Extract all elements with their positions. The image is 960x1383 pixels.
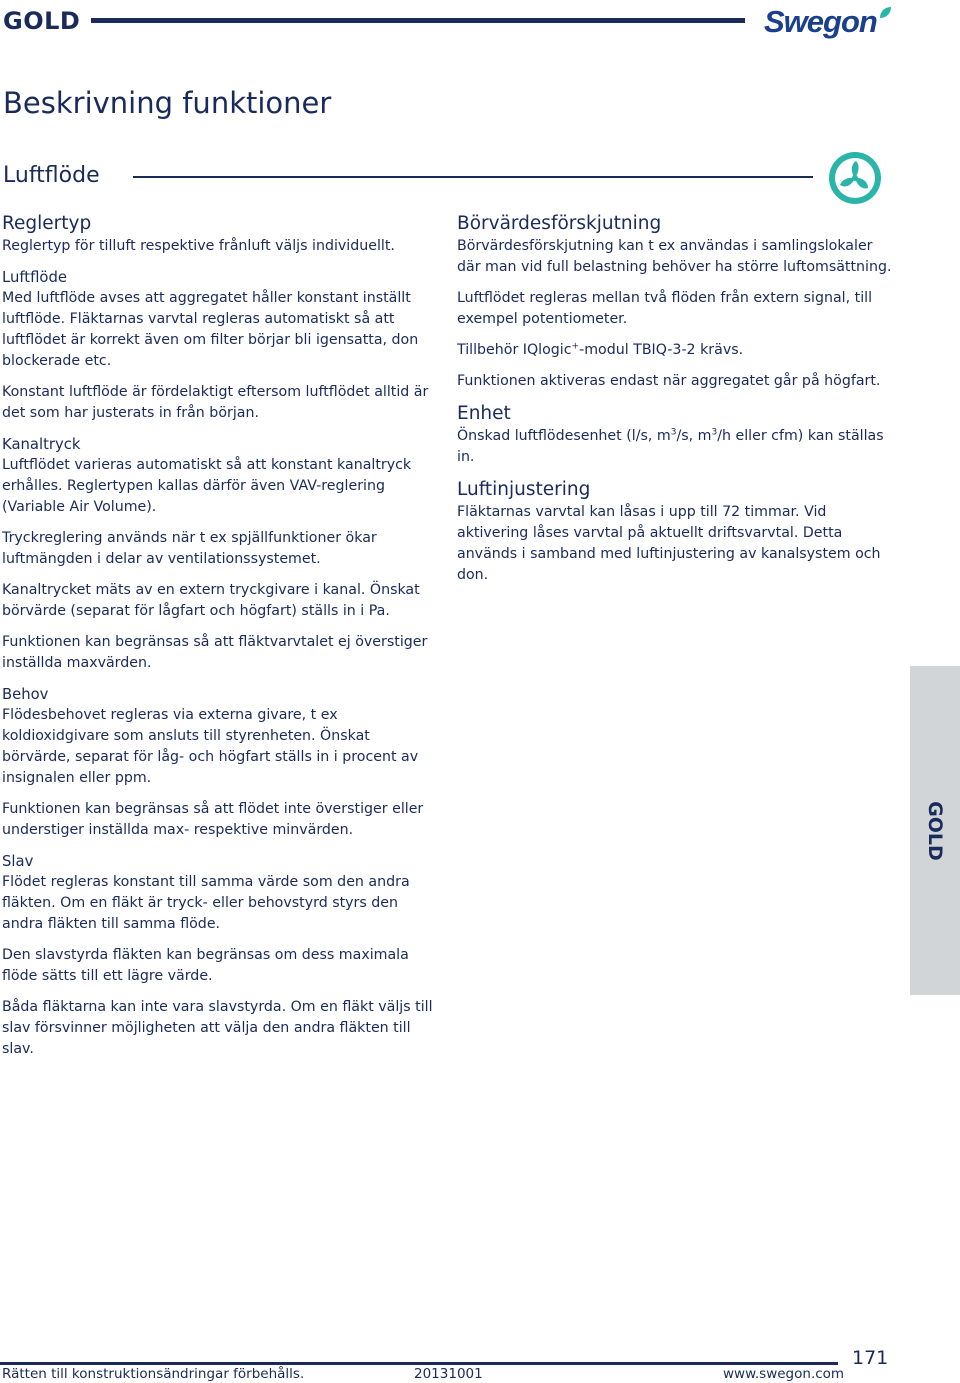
heading-borvardesforskjutning: Börvärdesförskjutning [457, 213, 662, 234]
text-enhet [457, 426, 897, 468]
side-tab [910, 666, 960, 995]
heading-reglertyp: Reglertyp [2, 213, 92, 234]
fan-icon [826, 151, 884, 205]
footer-rule [0, 1362, 838, 1365]
text-borv-4: Funktionen aktiveras endast när aggregatet går på högfart. [457, 373, 881, 389]
text-enhet-a: Önskad luftflödesenhet (l/s, m [457, 428, 671, 444]
text-slav-3: Båda fläktarna kan inte vara slavstyrda. Om en fläkt väljs till slav försvinner möjligheten att välja den andra fläkten till slav. [2, 999, 433, 1057]
right-column [457, 212, 897, 596]
logo-text: Swegon [764, 4, 877, 39]
heading-enhet: Enhet [457, 403, 511, 424]
text-slav-1: Flödet regleras konstant till samma värde som den andra fläkten. Om en fläkt är tryck- eller behovstyrd styrs den andra fläkten till samma flöde. [2, 874, 410, 932]
text-behov-1: Flödesbehovet regleras via externa givare, t ex koldioxidgivare som ansluts till styrenheten. Önskat börvärde, separat för låg- och högfart ställs in i procent av insignalen eller ppm. [2, 707, 419, 786]
heading-kanaltryck: Kanaltryck [2, 436, 81, 453]
logo-leaf-icon [878, 6, 892, 20]
footer-disclaimer: Rätten till konstruktionsändringar förbehålls. [2, 1366, 305, 1382]
text-enhet-c: /h eller cfm) kan ställas in. [457, 428, 884, 465]
text-enhet-sup2: 3 [711, 427, 718, 438]
text-luftinjustering: Fläktarnas varvtal kan låsas i upp till 72 timmar. Vid aktivering låses varvtal på aktuellt driftsvarvtal. Detta används i samband med luftinjustering av kanalsystem och don. [457, 504, 881, 583]
left-column [2, 212, 442, 1070]
text-borv-3-sup: + [571, 341, 580, 352]
page-number: 171 [852, 1347, 889, 1369]
text-behov-2: Funktionen kan begränsas så att flödet inte överstiger eller understiger inställda max- respektive minvärden. [2, 801, 424, 838]
text-enhet-b: /s, m [676, 428, 712, 444]
text-kanaltryck-3: Kanaltrycket mäts av en extern tryckgivare i kanal. Önskat börvärde (separat för lågfart och högfart) ställs in i Pa. [2, 582, 420, 619]
heading-luftinjustering: Luftinjustering [457, 479, 591, 500]
text-kanaltryck-2: Tryckreglering används när t ex spjällfunktioner ökar luftmängden i delar av ventilationssystemet. [2, 530, 377, 567]
page-header [0, 0, 960, 45]
text-borv-2: Luftflödet regleras mellan två flöden från extern signal, till exempel potentiometer. [457, 290, 873, 327]
text-borv-3 [457, 340, 897, 361]
heading-luftflode: Luftflöde [2, 269, 67, 286]
footer-date: 20131001 [414, 1366, 483, 1382]
text-enhet-sup1: 3 [670, 427, 677, 438]
section-rule [133, 176, 813, 178]
text-slav-2: Den slavstyrda fläkten kan begränsas om dess maximala flöde sätts till ett lägre värde. [2, 947, 409, 984]
text-borv-1: Börvärdesförskjutning kan t ex användas i samlingslokaler där man vid full belastning behöver ha större luftomsättning. [457, 238, 892, 275]
heading-behov: Behov [2, 686, 49, 703]
side-tab-label: GOLD [924, 800, 947, 861]
text-luftflode-2: Konstant luftflöde är fördelaktigt eftersom luftflödet alltid är det som har justerats in från början. [2, 384, 429, 421]
swegon-logo [760, 4, 890, 44]
text-kanaltryck-4: Funktionen kan begränsas så att fläktvarvtalet ej överstiger inställda maxvärden. [2, 634, 428, 671]
text-borv-3b: -modul TBIQ-3-2 krävs. [579, 342, 744, 358]
text-luftflode-1: Med luftflöde avses att aggregatet håller konstant inställt luftflöde. Fläktarnas varvtal regleras automatiskt så att luftflödet är korrekt även om filter börjar bli igensatta, don blockerade etc. [2, 290, 419, 369]
text-kanaltryck-1: Luftflödet varieras automatiskt så att konstant kanaltryck erhålles. Reglertypen kallas därför även VAV-reglering (Variable Air Volume). [2, 457, 412, 515]
text-reglertyp: Reglertyp för tilluft respektive frånluft väljs individuellt. [2, 238, 395, 254]
page-title: Beskrivning funktioner [3, 86, 332, 120]
header-title: GOLD [3, 7, 81, 35]
text-borv-3a: Tillbehör IQlogic [457, 342, 572, 358]
heading-slav: Slav [2, 853, 34, 870]
section-title: Luftflöde [3, 163, 100, 188]
footer-website: www.swegon.com [723, 1366, 845, 1382]
header-rule [91, 18, 745, 23]
